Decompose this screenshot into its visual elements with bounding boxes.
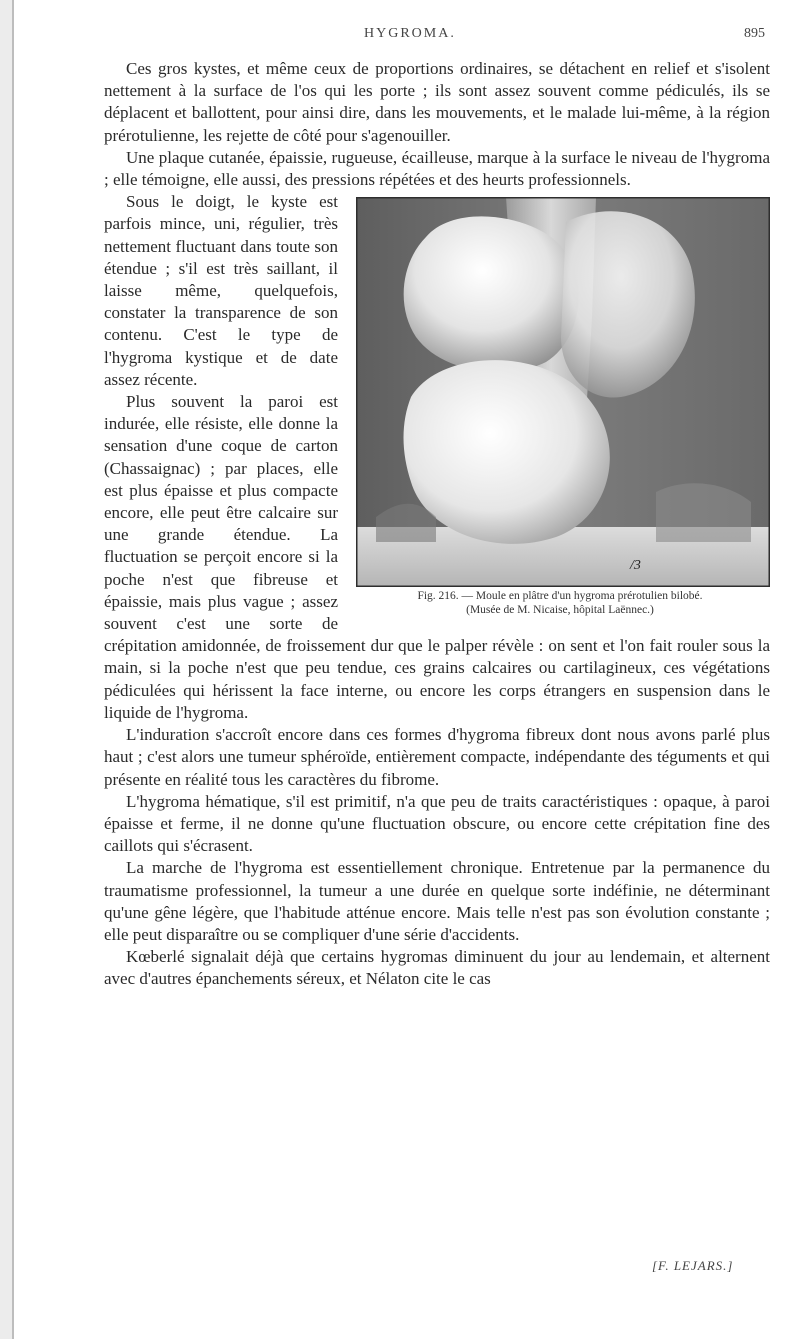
plate-mark: /3 [630,558,641,574]
figure-caption-line-1: Fig. 216. — Moule en plâtre d'un hygroma prérotulien bilobé. [417,590,703,603]
paragraph-6: L'hygroma hématique, s'il est primitif, n'a que peu de traits caractéristiques : opaque, à paroi épaisse et ferme, il ne donne qu'une fluctuation obscure, ou encore cette crépitation fine des caillots qui s'écrasent. [104,791,770,856]
paragraph-4: Plus souvent la paroi est indurée, elle résiste, elle donne la sensation d'une coque de carton (Chassaignac) ; par places, elle est plus épaisse et plus compacte encore, elle peut être calcaire sur une grande étendue. La fluctuation se perçoit encore si la poche n'est que fibreuse et épaissie, mais plus vague ; assez souvent c'est une sorte de crépitation amidonnée, de froissement dur que le palper révèle : on sent et l'on fait rouler sous la main, si la poche n'est que peu tendue, ces grains calcaires ou cartilagineux, ces végétations pédiculées qui hérissent la face interne, ou encore les corps étrangers en suspension dans le liquide de l'hygroma. [104,392,770,722]
paragraph-2: Une plaque cutanée, épaissie, rugueuse, écailleuse, marque à la surface le niveau de l'hygroma ; elle témoigne, elle aussi, des pressions répétées et des heurts professionnels. [104,147,770,190]
page-number: 895 [744,26,765,41]
running-title: HYGROMA. [364,26,456,41]
paragraph-1: Ces gros kystes, et même ceux de proportions ordinaires, se détachent en relief et s'isolent nettement à la surface de l'os qui les porte ; ils sont assez souvent comme pédiculés, ils se déplacent et ballottent, pour ainsi dire, dans les mouvements, et le malade lui-même, à la région prérotulienne, les rejette de côté pour s'agenouiller. [104,59,770,145]
paragraph-3: Sous le doigt, le kyste est parfois mince, uni, régulier, très nettement fluctuant dans toute son étendue ; s'il est très saillant, il laisse même, quelquefois, constater la transparence de son contenu. C'est le type de l'hygroma kystique et de date assez récente. [104,192,338,389]
running-head [0,26,800,46]
figure-caption-line-2: (Musée de M. Nicaise, hôpital Laënnec.) [466,604,654,617]
page-edge-shadow [0,0,12,1339]
body-text [104,58,770,991]
plaster-cast-illustration [356,197,770,587]
figure-216 [350,197,770,617]
paragraph-7: La marche de l'hygroma est essentiellement chronique. Entretenue par la permanence du traumatisme professionnel, la tumeur a une durée en quelque sorte indéfinie, ne déterminant qu'une gêne légère, que l'habitude atténue encore. Mais telle n'est pas son évolution constante ; elle peut disparaître ou se compliquer d'une série d'accidents. [104,858,770,944]
paragraph-8: Kœberlé signalait déjà que certains hygromas diminuent du jour au lendemain, et alternent avec d'autres épanchements séreux, et Nélaton cite le cas [104,947,770,989]
figure-caption [350,589,770,617]
page-edge-line [12,0,14,1339]
paragraph-5: L'induration s'accroît encore dans ces formes d'hygroma fibreux dont nous avons parlé plus haut ; c'est alors une tumeur sphéroïde, entièrement compacte, indépendante des téguments et qui présente en réalité tous les caractères du fibrome. [104,725,770,789]
plaster-cast-photo [356,197,770,587]
signature-mark: [F. LEJARS.] [652,1258,734,1273]
